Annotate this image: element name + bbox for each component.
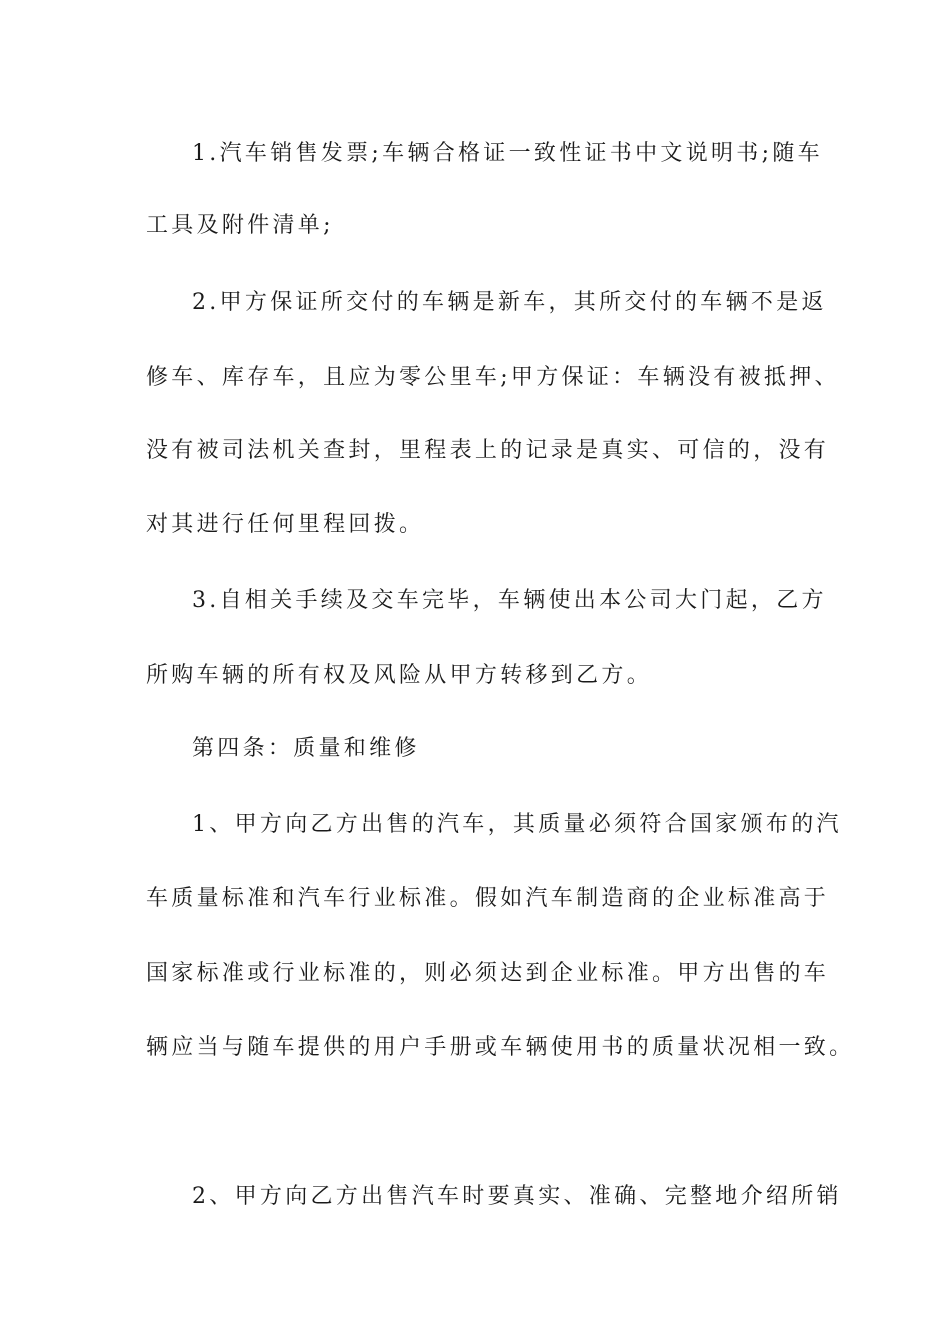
paragraph-4-line-1: 1、甲方向乙方出售的汽车，其质量必须符合国家颁布的汽 — [192, 812, 842, 837]
paragraph-4-line-4: 辆应当与随车提供的用户手册或车辆使用书的质量状况相一致。 — [146, 1035, 855, 1060]
section-heading: 第四条：质量和维修 — [192, 736, 420, 761]
paragraph-1-line-1: 1.汽车销售发票;车辆合格证一致性证书中文说明书;随车 — [192, 141, 823, 166]
paragraph-2-line-4: 对其进行任何里程回拨。 — [146, 512, 425, 537]
paragraph-3-line-2: 所购车辆的所有权及风险从甲方转移到乙方。 — [146, 663, 653, 688]
paragraph-4-line-3: 国家标准或行业标准的，则必须达到企业标准。甲方出售的车 — [146, 961, 830, 986]
paragraph-3-line-1: 3.自相关手续及交车完毕，车辆使出本公司大门起，乙方 — [192, 588, 827, 613]
paragraph-2-line-3: 没有被司法机关查封，里程表上的记录是真实、可信的，没有 — [146, 438, 830, 463]
paragraph-2-line-2: 修车、库存车，且应为零公里车;甲方保证：车辆没有被抵押、 — [146, 365, 840, 390]
paragraph-1-line-2: 工具及附件清单; — [146, 213, 334, 238]
paragraph-4-line-2: 车质量标准和汽车行业标准。假如汽车制造商的企业标准高于 — [146, 886, 830, 911]
paragraph-5-line-1: 2、甲方向乙方出售汽车时要真实、准确、完整地介绍所销 — [192, 1184, 842, 1209]
paragraph-2-line-1: 2.甲方保证所交付的车辆是新车，其所交付的车辆不是返 — [192, 290, 827, 315]
